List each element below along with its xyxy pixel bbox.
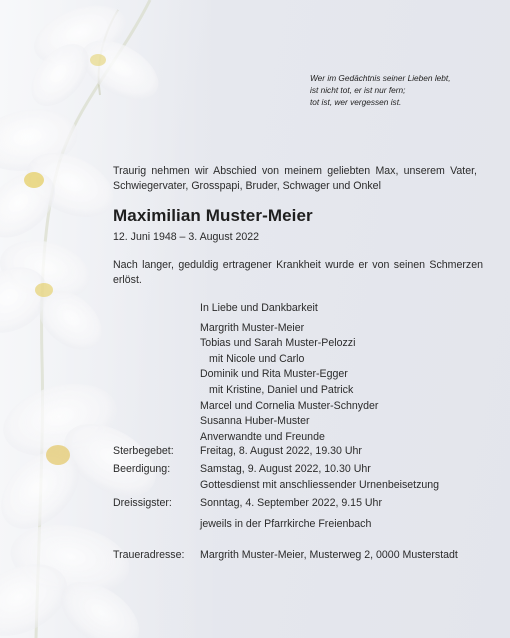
quote-line: ist nicht tot, er ist nur fern;	[310, 85, 406, 95]
address-label: Traueradresse:	[113, 549, 185, 561]
sterbegebet-label: Sterbegebet:	[113, 445, 174, 457]
family-member: Susanna Huber-Muster	[200, 415, 310, 428]
family-member: Margrith Muster-Meier	[200, 321, 305, 334]
sterbegebet-value: Freitag, 8. August 2022, 19.30 Uhr	[200, 445, 362, 457]
beerdigung-value: Samstag, 9. August 2022, 10.30 Uhr	[200, 463, 371, 475]
beerdigung-detail: Gottesdienst mit anschliessender Urnenbeisetzung	[200, 479, 440, 491]
family-member: Anverwandte und Freunde	[200, 430, 325, 443]
quote-line: Wer im Gedächtnis seiner Lieben lebt,	[310, 73, 451, 83]
dreissigster-value: Sonntag, 4. September 2022, 9.15 Uhr	[200, 497, 382, 509]
dreissigster-label: Dreissigster:	[113, 497, 172, 509]
family-member: mit Nicole und Carlo	[209, 352, 305, 365]
deceased-dates: 12. Juni 1948 – 3. August 2022	[113, 231, 260, 243]
family-member: mit Kristine, Daniel und Patrick	[209, 383, 354, 396]
location-note: jeweils in der Pfarrkirche Freienbach	[200, 518, 372, 530]
family-list	[200, 301, 378, 445]
passing-text: Nach langer, geduldig ertragener Krankheit wurde er von seinen Schmerzen erlöst.	[113, 259, 483, 286]
family-member: Tobias und Sarah Muster-Pelozzi	[200, 337, 356, 350]
family-member: Marcel und Cornelia Muster-Schnyder	[200, 399, 379, 412]
family-heading: In Liebe und Dankbarkeit	[200, 302, 318, 314]
family-member: Dominik und Rita Muster-Egger	[200, 368, 348, 381]
intro-text: Traurig nehmen wir Abschied von meinem geliebten Max, unserem Vater, Schwiegervater, Grosspapi, Bruder, Schwager und Onkel	[113, 165, 477, 192]
beerdigung-label: Beerdigung:	[113, 463, 171, 475]
address-value: Margrith Muster-Meier, Musterweg 2, 0000 Musterstadt	[200, 549, 458, 561]
memorial-quote	[310, 72, 500, 108]
deceased-name: Maximilian Muster-Meier	[113, 206, 313, 225]
quote-line: tot ist, wer vergessen ist.	[310, 97, 402, 107]
